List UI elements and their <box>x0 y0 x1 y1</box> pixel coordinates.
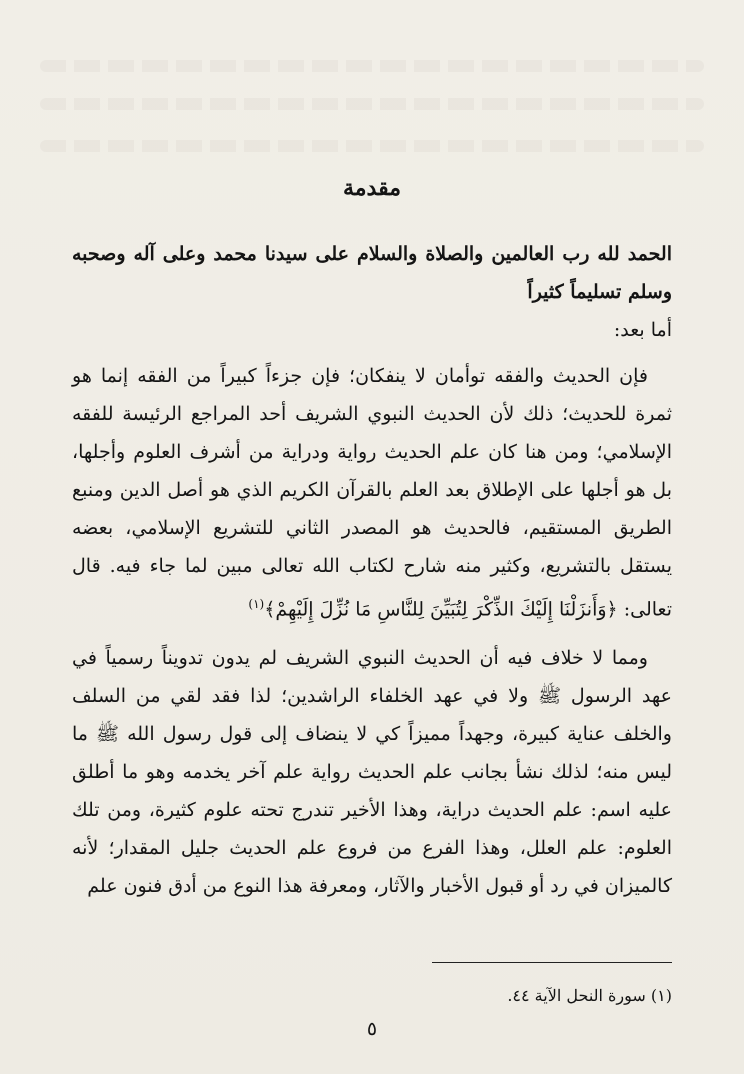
footnote-ref: (١) <box>248 597 265 612</box>
page-number: ٥ <box>366 1018 378 1040</box>
paragraph-1-text: فإن الحديث والفقه توأمان لا ينفكان؛ فإن جزءاً كبيراً من الفقه إنما هو ثمرة للحديث؛ ذلك لأن الحديث النبوي الشريف أحد المراجع الرئيسة للفقه الإسلامي؛ ومن هنا كان علم الحديث رواية ودراية من أشرف العلوم وأجلها، بل هو أجلها على الإطلاق بعد العلم بالقرآن الكريم الذي هو أصل الدين ومنبع الطريق المستقيم، فالحديث هو المصدر الثاني للتشريع الإسلامي، بعضه يستقل بالتشريع، وكثير منه شارح لكتاب الله تعالى مبين لما جاء فيه. قال تعالى: <box>72 365 672 621</box>
paragraph-1 <box>72 357 672 628</box>
paragraph-2: ومما لا خلاف فيه أن الحديث النبوي الشريف لم يدون تدويناً رسمياً في عهد الرسول ﷺ ولا في عهد الخلفاء الراشدين؛ لذا فقد لقي من السلف والخلف عناية كبيرة، وجهداً مميزاً كي لا ينضاف إلى قول رسول الله ﷺ ما ليس منه؛ لذلك نشأ بجانب علم الحديث رواية علم آخر يخدمه وهو ما أطلق عليه اسم: علم الحديث دراية، وهذا الأخير تندرج تحته علوم كثيرة، ومن تلك العلوم: علم العلل، وهذا الفرع من فروع علم الحديث جليل المقدار؛ لأنه كالميزان في رد أو قبول الأخبار والآثار، ومعرفة هذا النوع من أدق فنون علم <box>72 646 672 897</box>
bleed-through-line <box>40 98 704 110</box>
page-title: مقدمة <box>342 175 402 201</box>
opening-doxology: الحمد لله رب العالمين والصلاة والسلام على سيدنا محمد وعلى آله وصحبه وسلم تسليماً كثيراً <box>72 243 672 304</box>
quran-verse: ﴿وَأَنزَلْنَا إِلَيْكَ الذِّكْرَ لِتُبَيِّنَ لِلنَّاسِ مَا نُزِّلَ إِلَيْهِمْ﴾ <box>264 598 618 621</box>
footnote: (١) سورة النحل الآية ٤٤. <box>507 986 672 1005</box>
amma-baad: أما بعد: <box>613 319 672 342</box>
bleed-through-line <box>40 60 704 72</box>
bleed-through-line <box>40 140 704 152</box>
main-content <box>72 175 672 905</box>
footnote-divider <box>432 962 672 963</box>
